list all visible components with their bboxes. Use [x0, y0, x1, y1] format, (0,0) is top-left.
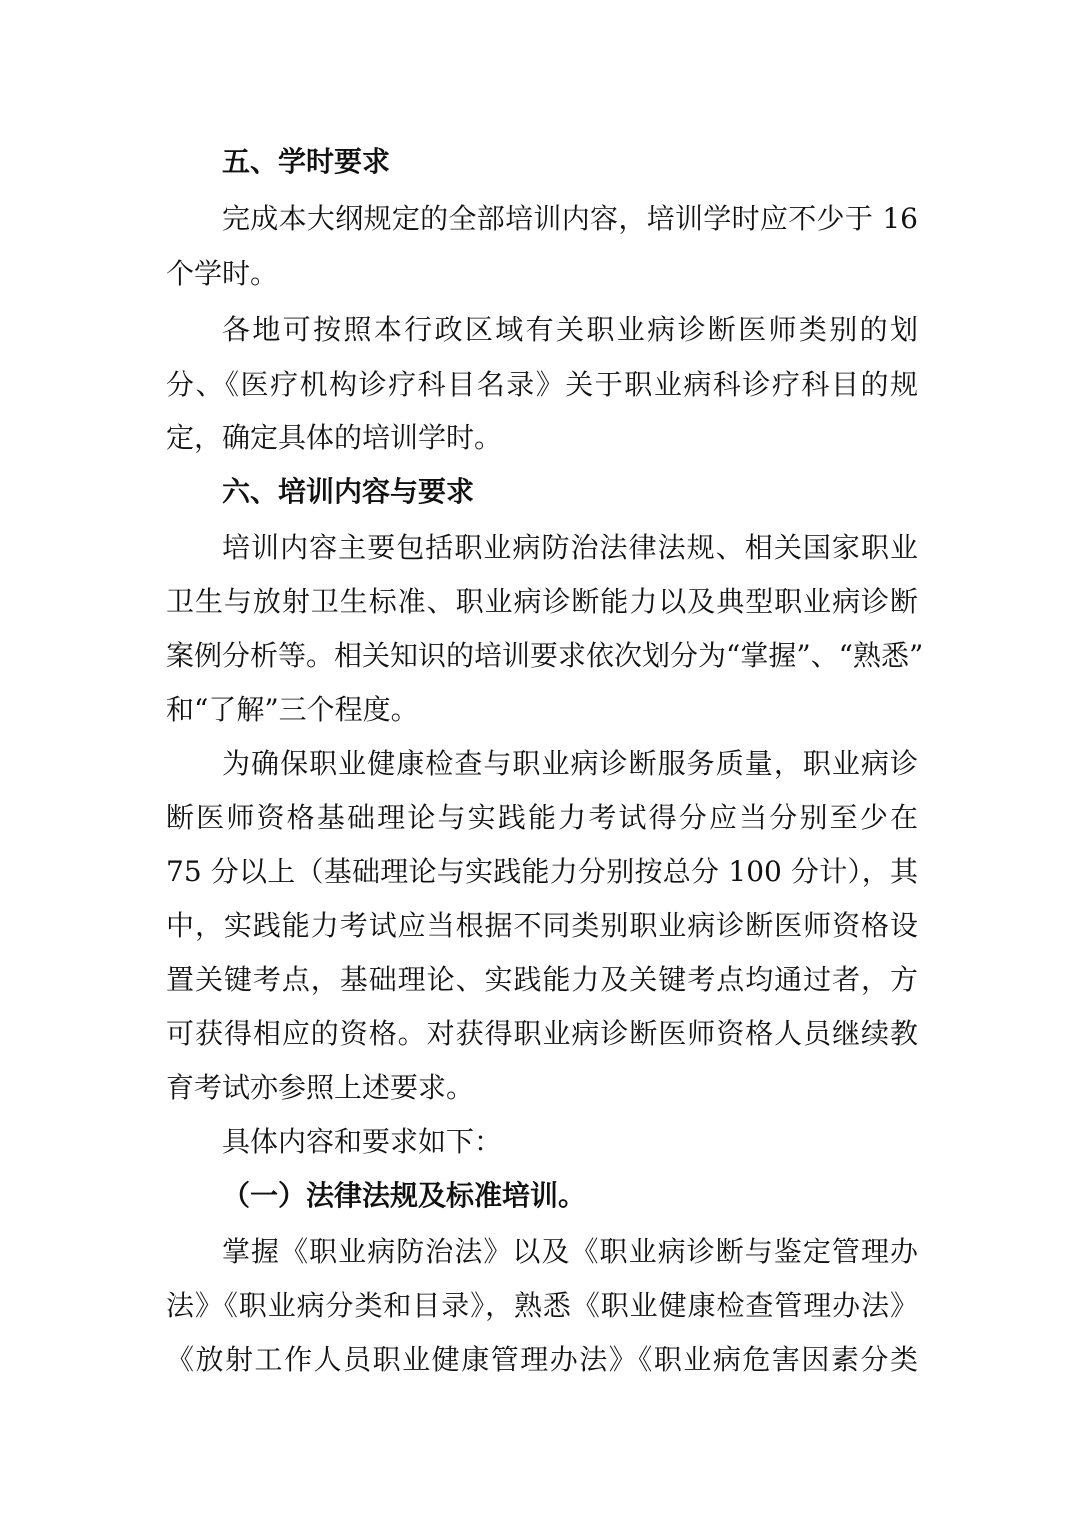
paragraph-line: 断医师资格基础理论与实践能力考试得分应当分别至少在 [166, 801, 918, 834]
paragraph-line: 掌握《职业病防治法》以及《职业病诊断与鉴定管理办 [222, 1235, 918, 1268]
paragraph-line: 《放射工作人员职业健康管理办法》《职业病危害因素分类 [166, 1343, 918, 1376]
subsection-heading-1: （一）法律法规及标准培训。 [222, 1179, 587, 1212]
paragraph-line: 培训内容主要包括职业病防治法律法规、相关国家职业 [222, 531, 918, 564]
paragraph-line: 各地可按照本行政区域有关职业病诊断医师类别的划 [222, 313, 918, 346]
paragraph-line: 完成本大纲规定的全部培训内容，培训学时应不少于 16 [222, 202, 918, 235]
paragraph-line: 可获得相应的资格。对获得职业病诊断医师资格人员继续教 [166, 1017, 918, 1050]
paragraph-line: 案例分析等。相关知识的培训要求依次划分为“掌握”、“熟悉” [166, 639, 924, 672]
paragraph-line: 具体内容和要求如下： [222, 1125, 503, 1158]
paragraph-line: 中，实践能力考试应当根据不同类别职业病诊断医师资格设 [166, 909, 918, 942]
paragraph-line: 定，确定具体的培训学时。 [166, 421, 503, 454]
paragraph-line: 和“了解”三个程度。 [166, 693, 419, 726]
paragraph-line: 育考试亦参照上述要求。 [166, 1071, 475, 1104]
paragraph-line: 为确保职业健康检查与职业病诊断服务质量，职业病诊 [222, 747, 918, 780]
section-heading-6: 六、培训内容与要求 [222, 475, 475, 508]
paragraph-line: 分、《医疗机构诊疗科目名录》关于职业病科诊疗科目的规 [166, 368, 918, 401]
section-heading-5: 五、学时要求 [222, 145, 391, 178]
paragraph-line: 卫生与放射卫生标准、职业病诊断能力以及典型职业病诊断 [166, 585, 918, 618]
paragraph-line: 置关键考点，基础理论、实践能力及关键考点均通过者，方 [166, 963, 918, 996]
paragraph-line: 法》《职业病分类和目录》，熟悉《职业健康检查管理办法》 [166, 1289, 918, 1322]
paragraph-line: 75 分以上（基础理论与实践能力分别按总分 100 分计），其 [166, 855, 918, 888]
paragraph-line: 个学时。 [166, 257, 279, 290]
